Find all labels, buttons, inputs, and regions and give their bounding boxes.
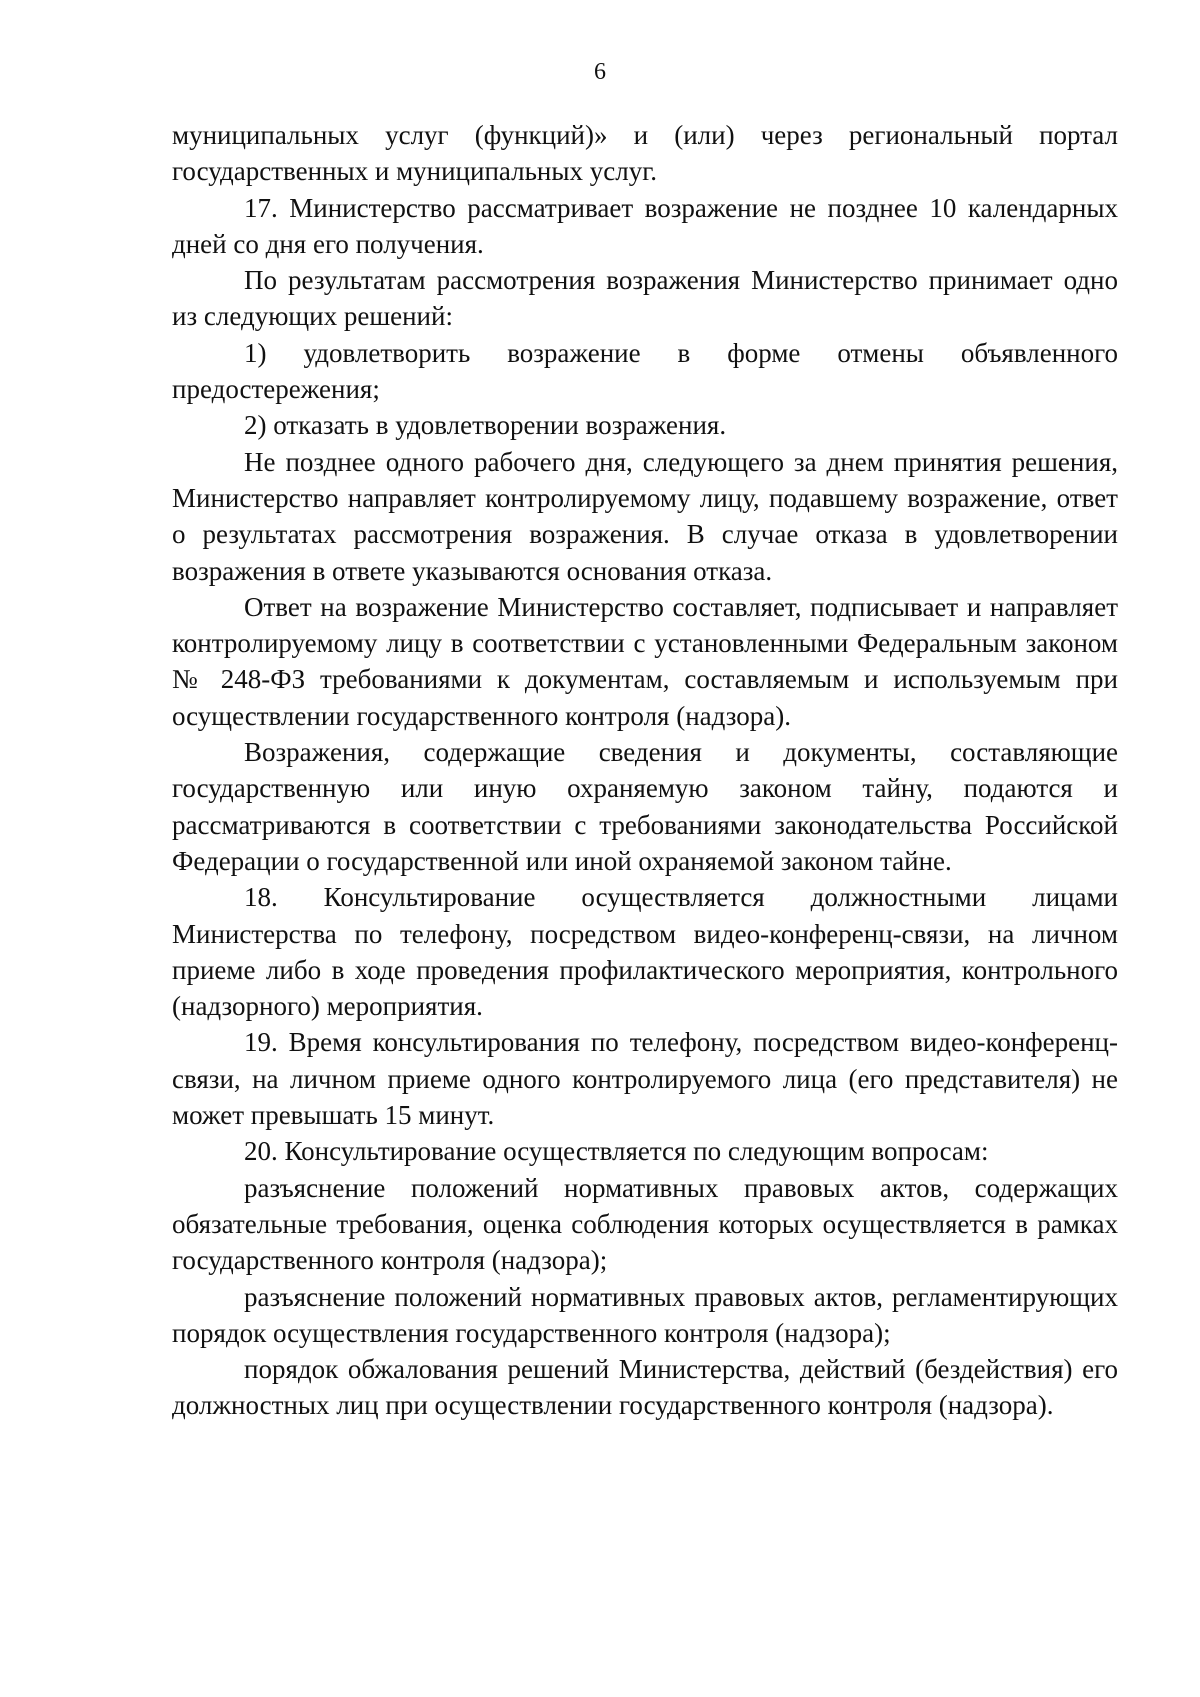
paragraph-decision-1: 1) удовлетворить возражение в форме отмены объявленного предостережения;	[172, 337, 1118, 405]
paragraph-response-form: Ответ на возражение Министерство составляет, подписывает и направляет контролируемому лицу в соответствии с установленными Федеральным законом № 248-ФЗ требованиями к документам, составляемым и используемым при осуществлении государственного контроля (надзора).	[172, 591, 1118, 731]
page-number: 6	[594, 59, 606, 85]
paragraph-decision-intro: По результатам рассмотрения возражения Министерство принимает одно из следующих решений:	[172, 265, 1118, 332]
paragraph-18: 18. Консультирование осуществляется должностными лицами Министерства по телефону, посредством видео-конференц-связи, на личном приеме либо в ходе проведения профилактического мероприятия, контрольного (надзорного) мероприятия.	[172, 882, 1118, 1022]
paragraph-20-item-2: разъяснение положений нормативных правовых актов, регламентирующих порядок осуществления государственного контроля (надзора);	[172, 1281, 1118, 1348]
paragraph-response-deadline: Не позднее одного рабочего дня, следующего за днем принятия решения, Министерство направляет контролируемому лицу, подавшему возражение, ответ о результатах рассмотрения возражения. В случае отказа в удовлетворении возражения в ответе указываются основания отказа.	[172, 446, 1118, 586]
paragraph-20-item-1: разъяснение положений нормативных правовых актов, содержащих обязательные требования, оценка соблюдения которых осуществляется в рамках государственного контроля (надзора);	[172, 1172, 1118, 1276]
paragraph-secret-objections: Возражения, содержащие сведения и документы, составляющие государственную или иную охраняемую законом тайну, подаются и рассматриваются в соответствии с требованиями законодательства Российской Федерации о государственной или иной охраняемой законом тайне.	[172, 737, 1118, 876]
paragraph-20-item-3: порядок обжалования решений Министерства, действий (бездействия) его должностных лиц при осуществлении государственного контроля (надзора).	[172, 1354, 1118, 1421]
document-body	[172, 117, 1118, 1424]
paragraph-continuation: муниципальных услуг (функций)» и (или) через региональный портал государственных и муниципальных услуг.	[172, 120, 1118, 187]
paragraph-19: 19. Время консультирования по телефону, посредством видео-конференц-связи, на личном приеме одного контролируемого лица (его представителя) не может превышать 15 минут.	[172, 1027, 1118, 1131]
paragraph-decision-2: 2) отказать в удовлетворении возражения.	[244, 410, 727, 441]
paragraph-20: 20. Консультирование осуществляется по следующим вопросам:	[244, 1136, 989, 1167]
paragraph-17: 17. Министерство рассматривает возражение не позднее 10 календарных дней со дня его получения.	[172, 192, 1118, 259]
